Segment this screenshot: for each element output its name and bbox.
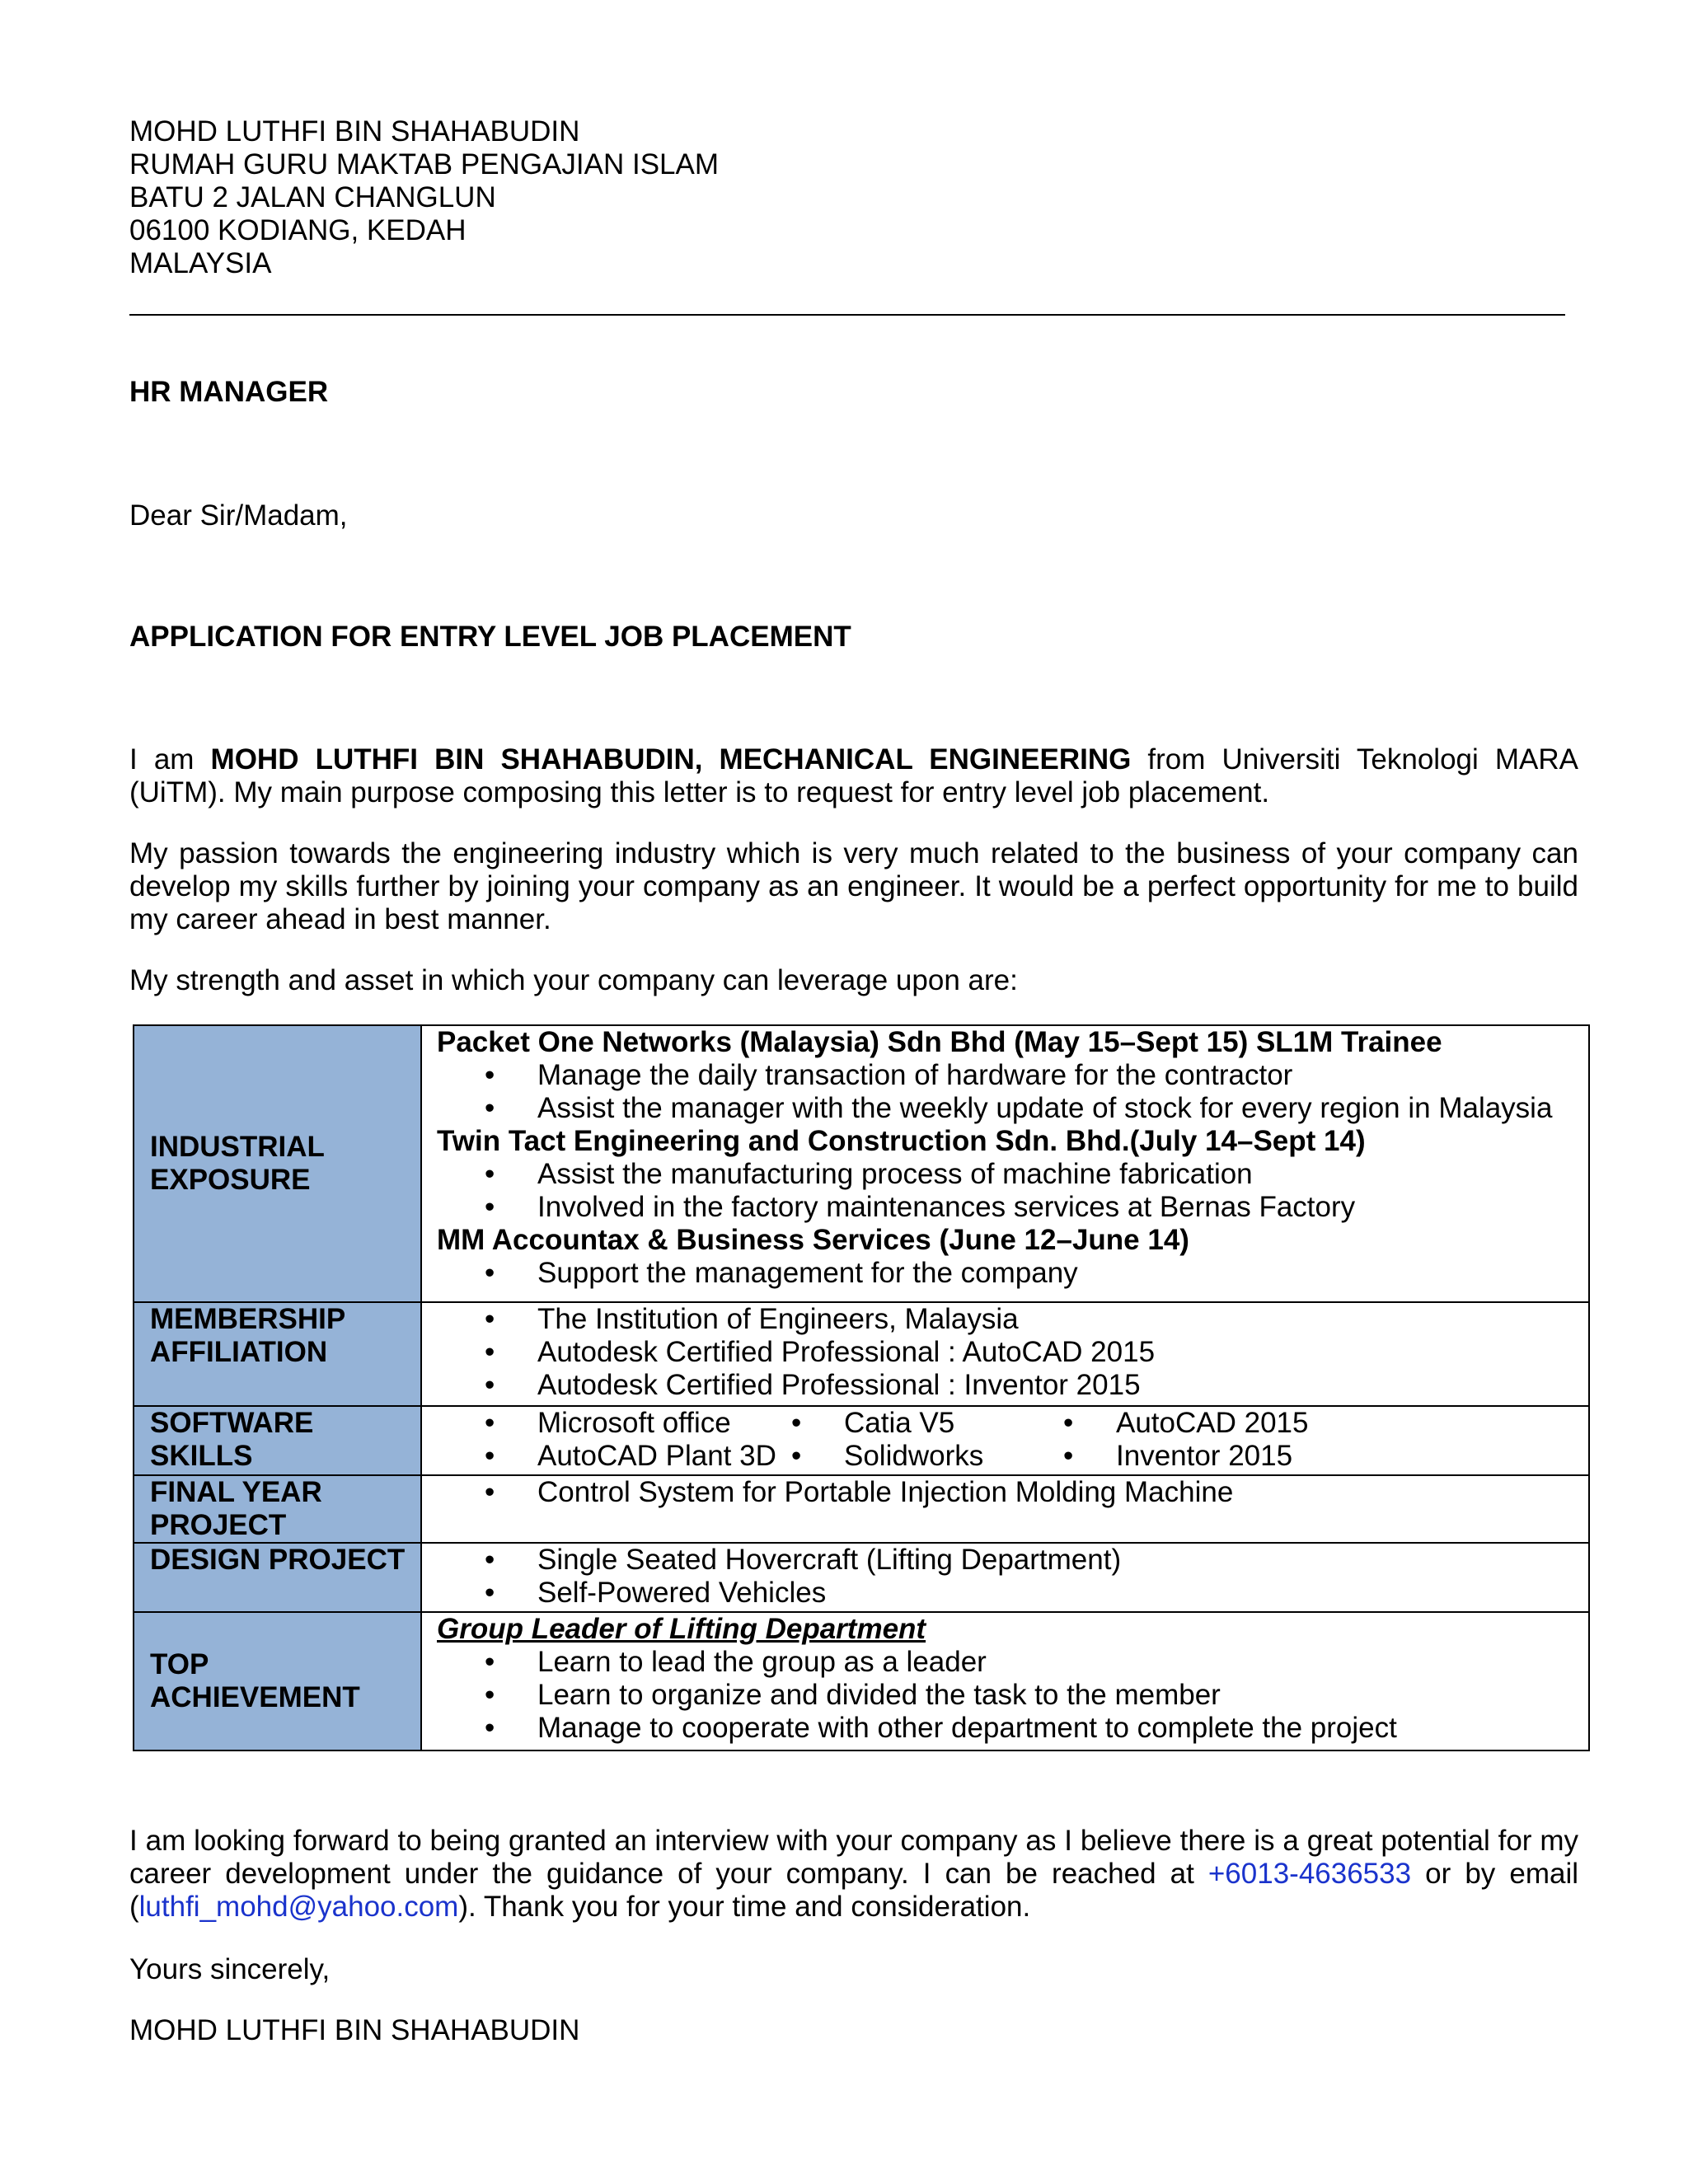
recipient: HR MANAGER [129, 376, 329, 408]
list-item: • Assist the manufacturing process of machine fabrication [437, 1158, 1588, 1191]
list-item: • Solidworks [791, 1440, 1063, 1473]
membership-label [134, 1302, 421, 1406]
intro-prefix: I am [129, 743, 211, 776]
table-row [134, 1302, 1589, 1406]
intro-paragraph [129, 743, 1578, 809]
label-line: AFFILIATION [150, 1336, 328, 1368]
software-label [134, 1406, 421, 1475]
email-link[interactable]: luthfi_mohd@yahoo.com [138, 1891, 459, 1923]
list-item: • Control System for Portable Injection Molding Machine [437, 1476, 1588, 1509]
industrial-label [134, 1025, 421, 1302]
phone-link[interactable]: +6013-4636533 [1207, 1858, 1412, 1890]
list-item: • Learn to organize and divided the task to the member [437, 1679, 1588, 1712]
address-line: RUMAH GURU MAKTAB PENGAJIAN ISLAM [129, 148, 720, 180]
label-line: MEMBERSHIP [150, 1303, 346, 1335]
list-item: • The Institution of Engineers, Malaysia [437, 1303, 1588, 1336]
closing-text: I am looking forward to being granted an interview with your company as I believe there is a great potential for my career development under the guidance of your company. I can be reached at [129, 1825, 1578, 1890]
table-row [134, 1406, 1589, 1475]
address-line: 06100 KODIANG, KEDAH [129, 214, 467, 246]
table-row [134, 1475, 1589, 1543]
label-line: ACHIEVEMENT [150, 1681, 360, 1713]
strength-lead: My strength and asset in which your company can leverage upon are: [129, 964, 1018, 996]
label-line: INDUSTRIAL [150, 1131, 325, 1163]
achievement-content [421, 1612, 1589, 1750]
address-line: BATU 2 JALAN CHANGLUN [129, 181, 496, 213]
sender-address [129, 115, 1578, 280]
table-row [134, 1025, 1589, 1302]
closing-paragraph [129, 1825, 1578, 1924]
address-line: MALAYSIA [129, 247, 272, 279]
fyp-content [421, 1475, 1589, 1543]
list-item: • AutoCAD Plant 3D [437, 1440, 791, 1473]
fyp-label [134, 1475, 421, 1543]
design-content [421, 1543, 1589, 1612]
passion-paragraph: My passion towards the engineering industry which is very much related to the business of your company can develop my skills further by joining your company as an engineer. It would be a perfect opportunity for me to build my career ahead in best manner. [129, 837, 1578, 935]
membership-content [421, 1302, 1589, 1406]
address-line: MOHD LUTHFI BIN SHAHABUDIN [129, 115, 580, 148]
label-line: TOP [150, 1648, 209, 1680]
list-item: • Catia V5 [791, 1407, 1063, 1440]
list-item: • Support the management for the company [437, 1257, 1588, 1290]
label-line: DESIGN PROJECT [150, 1544, 406, 1576]
label-line: FINAL YEAR [150, 1476, 322, 1508]
list-item: • Involved in the factory maintenances services at Bernas Factory [437, 1191, 1588, 1224]
list-item: • Autodesk Certified Professional : Inventor 2015 [437, 1369, 1588, 1402]
list-item: • Single Seated Hovercraft (Lifting Department) [437, 1544, 1588, 1577]
design-label [134, 1543, 421, 1612]
signature-name: MOHD LUTHFI BIN SHAHABUDIN [129, 2014, 580, 2046]
signoff: Yours sincerely, [129, 1953, 331, 1985]
label-line: SKILLS [150, 1440, 253, 1472]
closing-text: or by email ( [129, 1858, 1578, 1923]
achievement-title: Group Leader of Lifting Department [437, 1613, 926, 1645]
company-name: Twin Tact Engineering and Construction Sdn. Bhd.(July 14–Sept 14) [437, 1125, 1366, 1157]
table-row [134, 1612, 1589, 1750]
list-item: • Self-Powered Vehicles [437, 1577, 1588, 1610]
achievement-label [134, 1612, 421, 1750]
company-name: MM Accountax & Business Services (June 12–June 14) [437, 1224, 1189, 1256]
intro-suffix: from Universiti Teknologi MARA (UiTM). My main purpose composing this letter is to request for entry level job placement. [129, 743, 1578, 808]
subject-heading: APPLICATION FOR ENTRY LEVEL JOB PLACEMENT [129, 621, 851, 653]
intro-name: MOHD LUTHFI BIN SHAHABUDIN, MECHANICAL ENGINEERING [210, 743, 1132, 776]
label-line: SOFTWARE [150, 1407, 314, 1439]
list-item: • Inventor 2015 [1063, 1440, 1393, 1473]
header-divider [129, 314, 1565, 316]
list-item: • Autodesk Certified Professional : AutoCAD 2015 [437, 1336, 1588, 1369]
skills-table [133, 1024, 1590, 1751]
industrial-content [421, 1025, 1589, 1302]
label-line: EXPOSURE [150, 1164, 311, 1196]
list-item: • AutoCAD 2015 [1063, 1407, 1393, 1440]
salutation: Dear Sir/Madam, [129, 499, 348, 532]
list-item: • Microsoft office [437, 1407, 791, 1440]
list-item: • Assist the manager with the weekly update of stock for every region in Malaysia [437, 1092, 1588, 1125]
closing-text: ). Thank you for your time and consideration. [458, 1891, 1031, 1923]
software-content [421, 1406, 1589, 1475]
list-item: • Manage to cooperate with other department to complete the project [437, 1712, 1588, 1745]
company-name: Packet One Networks (Malaysia) Sdn Bhd (May 15–Sept 15) SL1M Trainee [437, 1026, 1442, 1058]
list-item: • Learn to lead the group as a leader [437, 1646, 1588, 1679]
table-row [134, 1543, 1589, 1612]
label-line: PROJECT [150, 1509, 287, 1541]
list-item: • Manage the daily transaction of hardware for the contractor [437, 1059, 1588, 1092]
